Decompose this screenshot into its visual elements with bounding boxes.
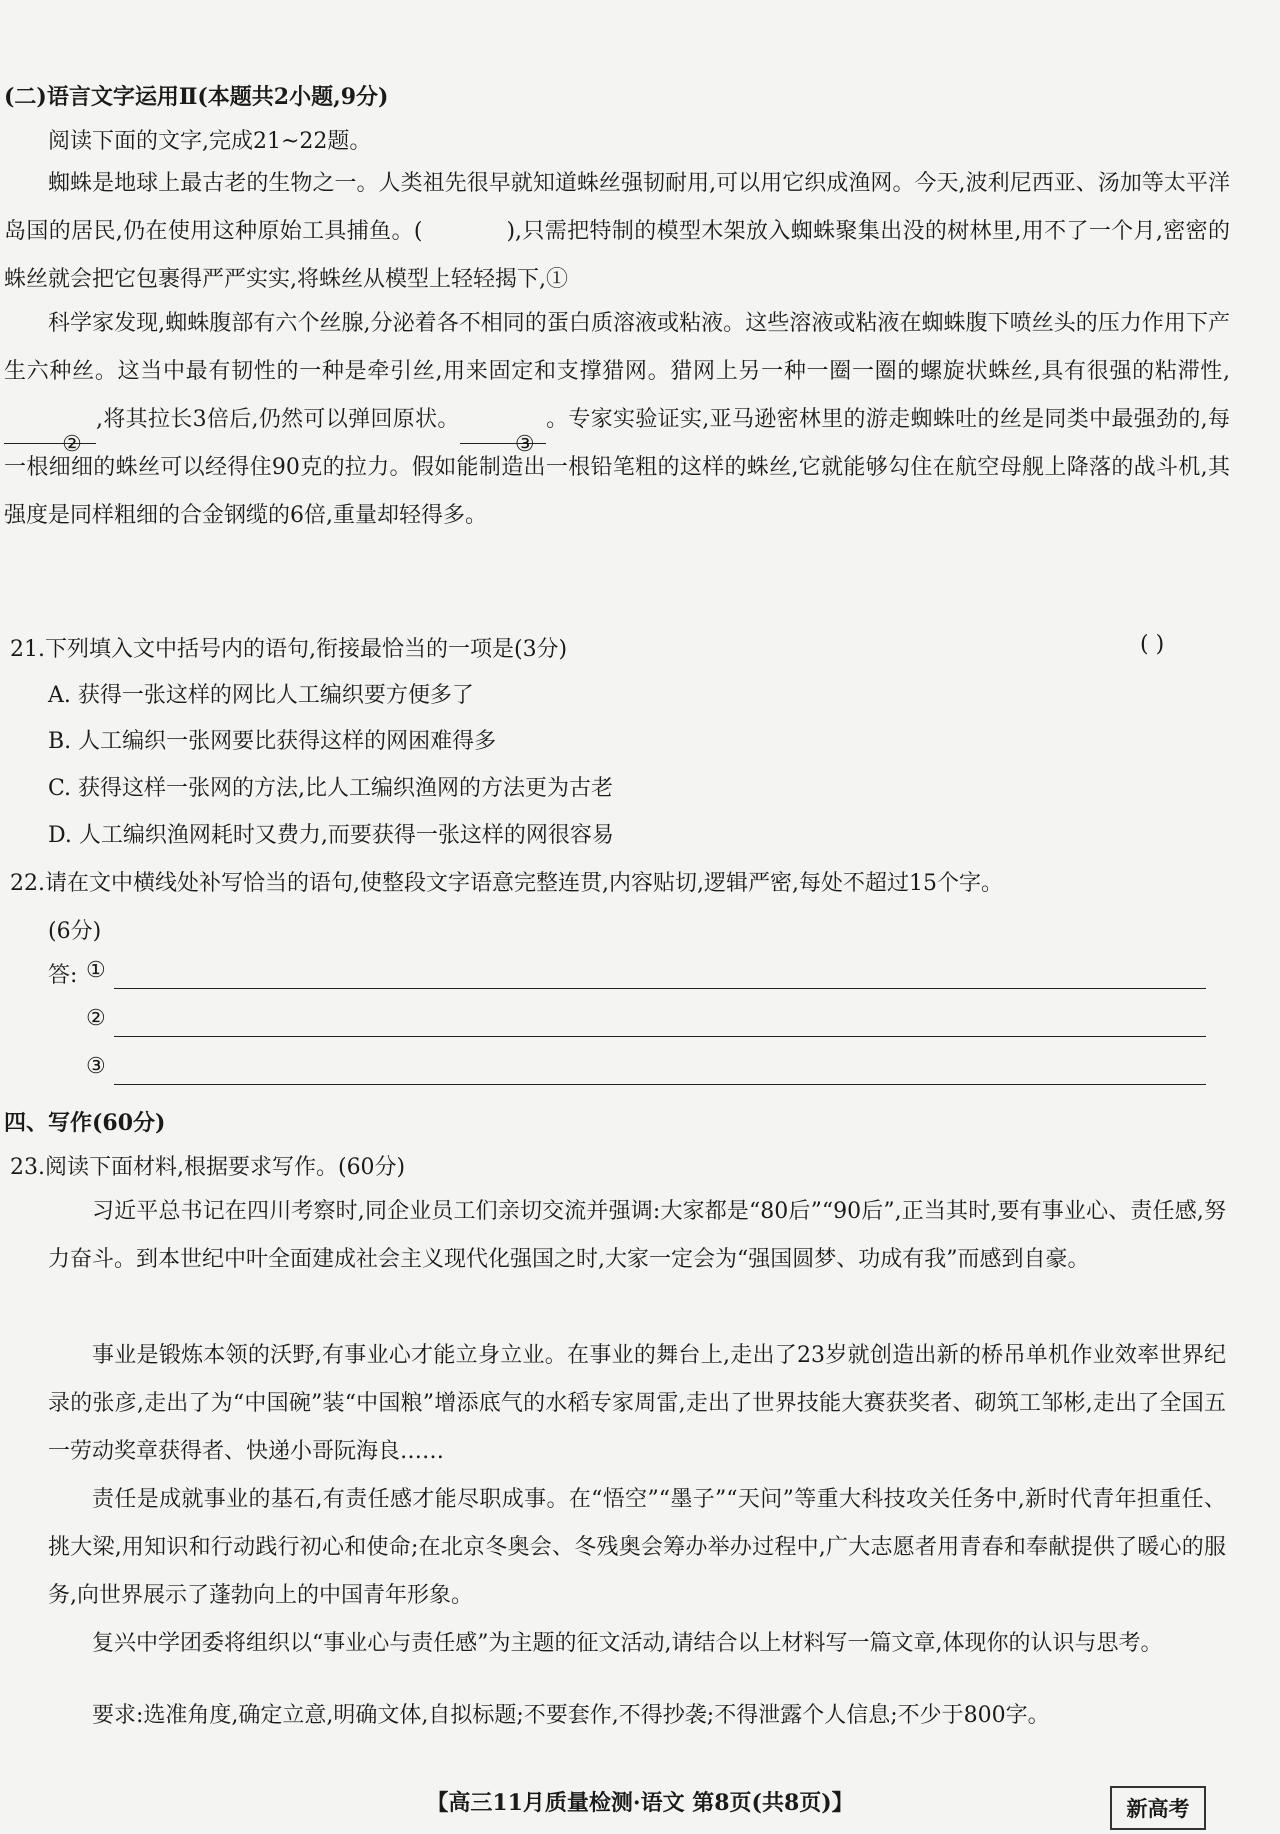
material-paragraph-2: 事业是锻炼本领的沃野,有事业心才能立身立业。在事业的舞台上,走出了23岁就创造出新的桥吊单机作业效率世界纪录的张彦,走出了为“中国碗”装“中国粮”增添底气的水稻专家周雷,走出了世界技能大赛获奖者、砌筑工邹彬,走出了全国五一劳动奖章获得者、快递小哥阮海良…… bbox=[48, 1343, 1226, 1464]
passage-text: ),只需把特制的模型木架放入蜘蛛聚集出没的树林里,用不了一个月,密密的蛛丝就会把它包裹得严严实实,将蛛丝从模型上轻轻揭下, bbox=[4, 219, 1230, 292]
blank-marker-3: ③ bbox=[460, 421, 546, 444]
question-21-answer-paren: ( ) bbox=[1140, 632, 1165, 657]
question-22-points: (6分) bbox=[48, 919, 102, 944]
section-title-language-use: (二)语言文字运用Ⅱ(本题共2小题,9分) bbox=[4, 84, 389, 110]
answer-label: 答: bbox=[48, 963, 78, 988]
answer-mark-1: ① bbox=[86, 958, 106, 983]
reading-instruction: 阅读下面的文字,完成21~22题。 bbox=[48, 129, 372, 154]
material-paragraph-4: 复兴中学团委将组织以“事业心与责任感”为主题的征文活动,请结合以上材料写一篇文章,体现你的认识与思考。 bbox=[92, 1631, 1163, 1656]
answer-line-3[interactable] bbox=[114, 1084, 1206, 1085]
blank-marker-1: ① bbox=[546, 267, 569, 292]
passage-text: 。专家实验证实,亚马逊密林里的游走蜘蛛吐的丝是同类中最强劲的,每一根细细的蛛丝可以经得住90克的拉力。假如能制造出一根铅笔粗的这样的蛛丝,它就能够勾住在航空母舰上降落的战斗机,其强度是同样粗细的合金钢缆的6倍,重量却轻得多。 bbox=[4, 407, 1230, 528]
question-21-stem: 21.下列填入文中括号内的语句,衔接最恰当的一项是(3分) bbox=[10, 637, 568, 662]
page-footer: 【高三11月质量检测·语文 第8页(共8页)】 bbox=[426, 1790, 854, 1816]
question-21-option-d: D. 人工编织渔网耗时又费力,而要获得一张这样的网很容易 bbox=[48, 823, 614, 848]
material-paragraph-1: 习近平总书记在四川考察时,同企业员工们亲切交流并强调:大家都是“80后”“90后”,正当其时,要有事业心、责任感,努力奋斗。到本世纪中叶全面建成社会主义现代化强国之时,大家一定会为“强国圆梦、功成有我”而感到自豪。 bbox=[48, 1199, 1226, 1272]
answer-mark-3: ③ bbox=[86, 1054, 106, 1079]
question-21-option-a: A. 获得一张这样的网比人工编织要方便多了 bbox=[48, 683, 474, 708]
passage-paragraph-1 bbox=[4, 160, 1230, 304]
question-22-stem: 22.请在文中横线处补写恰当的语句,使整段文字语意完整连贯,内容贴切,逻辑严密,每处不超过15个字。 bbox=[10, 871, 1003, 896]
answer-line-1[interactable] bbox=[114, 988, 1206, 989]
writing-requirements: 要求:选准角度,确定立意,明确文体,自拟标题;不要套作,不得抄袭;不得泄露个人信息;不少于800字。 bbox=[92, 1703, 1050, 1728]
blank-marker-2: ② bbox=[4, 421, 96, 444]
material-paragraph-3: 责任是成就事业的基石,有责任感才能尽职成事。在“悟空”“墨子”“天问”等重大科技攻关任务中,新时代青年担重任、挑大梁,用知识和行动践行初心和使命;在北京冬奥会、冬残奥会筹办举办过程中,广大志愿者用青春和奉献提供了暖心的服务,向世界展示了蓬勃向上的中国青年形象。 bbox=[48, 1487, 1226, 1608]
section-title-writing: 四、写作(60分) bbox=[4, 1110, 166, 1136]
passage-text: ,将其拉长3倍后,仍然可以弹回原状。 bbox=[96, 407, 460, 432]
passage-text: 科学家发现,蜘蛛腹部有六个丝腺,分泌着各不相同的蛋白质溶液或粘液。这些溶液或粘液在蜘蛛腹下喷丝头的压力作用下产生六种丝。这当中最有韧性的一种是牵引丝,用来固定和支撑猎网。猎网上另一种一圈一圈的螺旋状蛛丝,具有很强的粘滞性, bbox=[4, 311, 1230, 384]
new-gaokao-badge: 新高考 bbox=[1110, 1786, 1206, 1830]
question-21-option-b: B. 人工编织一张网要比获得这样的网困难得多 bbox=[48, 729, 497, 754]
question-23-stem: 23.阅读下面材料,根据要求写作。(60分) bbox=[10, 1155, 406, 1180]
answer-mark-2: ② bbox=[86, 1006, 106, 1031]
question-21-option-c: C. 获得这样一张网的方法,比人工编织渔网的方法更为古老 bbox=[48, 776, 614, 801]
passage-text: 蜘蛛是地球上最古老的生物之一。人类祖先很早就知道蛛丝强韧耐用,可以用它织成渔网。今天,波利尼西亚、汤加等太平洋岛国的居民,仍在使用这种原始工具捕鱼。( bbox=[4, 171, 1230, 244]
passage-paragraph-2 bbox=[4, 300, 1230, 540]
answer-line-2[interactable] bbox=[114, 1036, 1206, 1037]
